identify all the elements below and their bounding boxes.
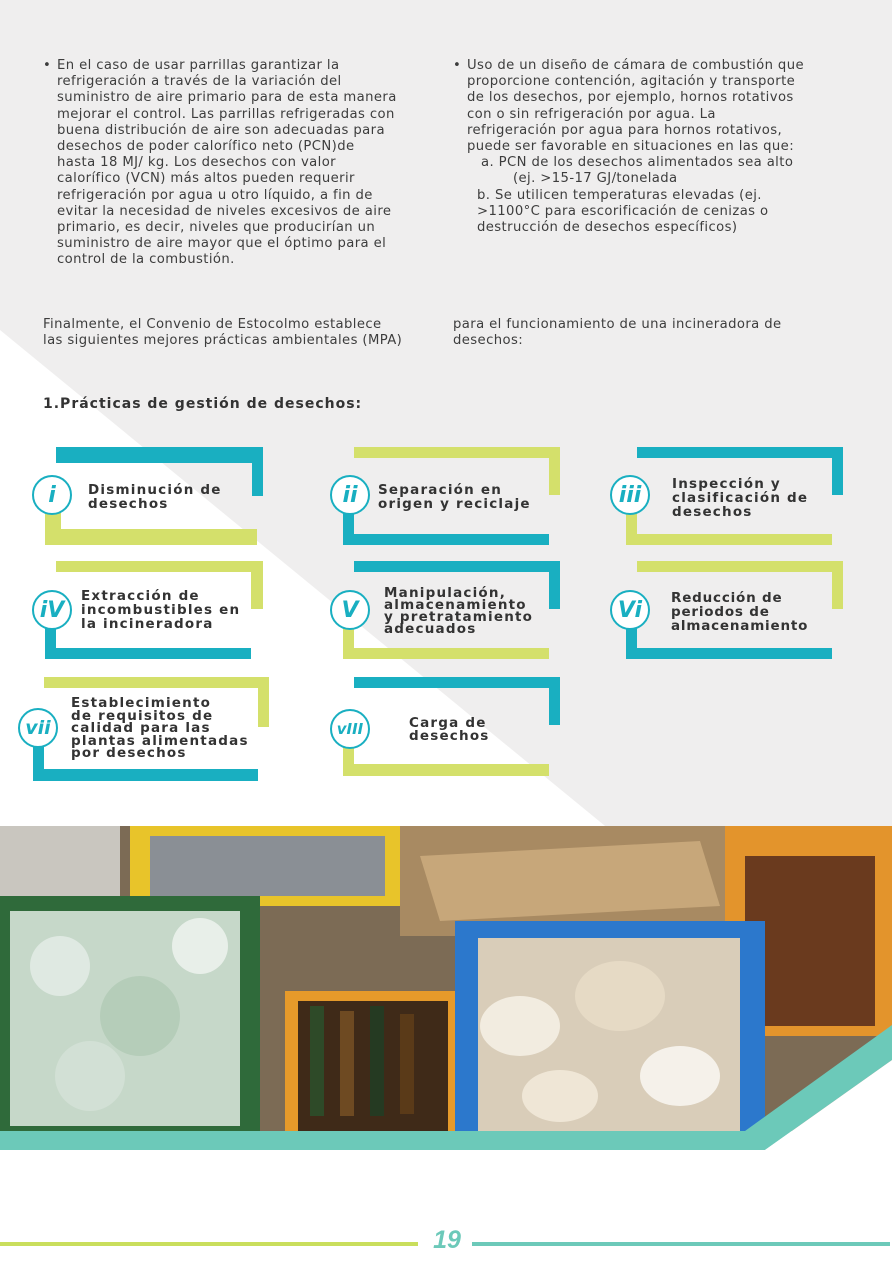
sub-item-a	[453, 155, 843, 187]
card-label-line: Disminución de	[88, 482, 222, 498]
text-line: a. PCN de los desechos alimentados sea alto	[481, 155, 794, 171]
card-label	[88, 483, 222, 511]
roman-numeral-badge: vIII	[330, 709, 370, 749]
card-label-line: Extracción de	[81, 588, 200, 604]
card-label-line: y pretratamiento	[384, 609, 534, 625]
text-line: desechos de poder calorífico neto (PCN)de	[57, 139, 355, 155]
card-label-line: almacenamiento	[384, 597, 527, 613]
card-label-line: de requisitos de	[71, 707, 214, 724]
roman-numeral-badge: V	[330, 590, 370, 630]
footer-line-left	[0, 1242, 418, 1246]
roman-numeral-badge: Vi	[610, 590, 650, 630]
card-label-line: desechos	[672, 504, 753, 520]
text-line: refrigeración a través de la variación del	[57, 74, 342, 90]
bullet: •	[453, 58, 462, 73]
text-line: control de la combustión.	[57, 252, 235, 268]
text-line: las siguientes mejores prácticas ambientales (MPA)	[43, 333, 403, 349]
bullet: •	[43, 58, 52, 73]
card-label-line: Reducción de	[671, 590, 783, 606]
card-label-line: la incineradora	[81, 616, 214, 632]
card-label-line: periodos de	[671, 604, 770, 620]
text-line: Finalmente, el Convenio de Estocolmo establece	[43, 317, 382, 332]
practice-card-iv	[39, 561, 263, 655]
right-text-column	[453, 58, 843, 236]
intro-right	[453, 317, 843, 349]
card-label	[384, 587, 533, 635]
text-line: En el caso de usar parrillas garantizar la	[57, 58, 340, 73]
left-text-column	[43, 58, 435, 269]
card-label-line: clasificación de	[672, 490, 809, 506]
text-line: con o sin refrigeración por agua. La	[467, 106, 716, 122]
card-label-line: Inspección y	[672, 476, 781, 492]
practice-card-vii	[25, 677, 269, 781]
text-line: suministro de aire mayor que el óptimo para el	[57, 236, 387, 252]
intro-left	[43, 317, 435, 349]
practice-card-viii	[336, 677, 560, 776]
text-line: suministro de aire primario para de esta manera	[57, 90, 397, 106]
text-line: calorífico (VCN) más altos pueden requerir	[57, 171, 355, 187]
practice-card-vi	[617, 561, 843, 655]
card-label-line: por desechos	[71, 745, 187, 761]
card-label-line: Manipulación,	[384, 585, 507, 601]
teal-decorative-band	[0, 1000, 892, 1150]
text-line: hasta 18 MJ/ kg. Los desechos con valor	[57, 155, 336, 171]
text-line: refrigeración por agua para hornos rotativos,	[467, 122, 783, 138]
left-bullet-text	[57, 58, 435, 269]
card-label-line: Separación en	[378, 482, 503, 498]
roman-numeral-badge: iii	[610, 475, 650, 515]
practice-card-iii	[618, 447, 843, 541]
practice-card-ii	[343, 447, 560, 541]
roman-numeral-badge: i	[32, 475, 72, 515]
card-label-line: calidad para las	[71, 720, 211, 736]
practice-card-i	[45, 447, 263, 541]
card-label-line: plantas alimentadas	[71, 732, 249, 749]
practice-card-v	[343, 561, 560, 655]
section-heading: 1.Prácticas de gestión de desechos:	[43, 396, 363, 412]
card-label-line: origen y reciclaje	[378, 496, 531, 512]
card-label-line: incombustibles en	[81, 602, 241, 618]
text-line: para el funcionamiento de una incineradora de	[453, 317, 782, 332]
card-label	[409, 717, 490, 743]
card-label-line: almacenamiento	[671, 618, 809, 634]
card-label-line: desechos	[88, 496, 169, 512]
text-line: de los desechos, por ejemplo, hornos rotativos	[467, 90, 794, 106]
text-line: >1100°C para escorificación de cenizas o	[477, 203, 769, 219]
card-label-line: adecuados	[384, 621, 477, 637]
text-line: desechos:	[453, 333, 524, 349]
text-line: b. Se utilicen temperaturas elevadas (ej.	[477, 187, 762, 203]
card-label	[672, 477, 808, 519]
page-number: 19	[433, 1226, 461, 1254]
text-line: proporcione contención, agitación y transporte	[467, 74, 796, 90]
sub-item-b	[453, 188, 843, 237]
text-line: evitar la necesidad de niveles excesivos de aire	[57, 203, 392, 219]
card-label-line: desechos	[409, 728, 490, 744]
card-label	[81, 589, 240, 631]
card-label	[671, 591, 808, 633]
text-line: mejorar el control. Las parrillas refrigeradas con	[57, 106, 395, 122]
text-line: refrigeración por agua u otro líquido, a fin de	[57, 187, 373, 203]
card-label	[71, 697, 249, 760]
text-line: destrucción de desechos específicos)	[477, 220, 738, 236]
card-label-line: Establecimiento	[71, 695, 212, 711]
text-line: buena distribución de aire son adecuadas para	[57, 122, 385, 138]
text-line: Uso de un diseño de cámara de combustión que	[467, 58, 804, 73]
roman-numeral-badge: vii	[18, 708, 58, 748]
footer-line-right	[472, 1242, 890, 1246]
text-line: (ej. >15-17 GJ/tonelada	[513, 171, 678, 187]
card-label-line: Carga de	[409, 715, 487, 731]
roman-numeral-badge: ii	[330, 475, 370, 515]
text-line: primario, es decir, niveles que producirían un	[57, 220, 376, 236]
text-line: puede ser favorable en situaciones en las que:	[467, 139, 795, 155]
roman-numeral-badge: iV	[32, 590, 72, 630]
card-label	[378, 483, 531, 511]
right-bullet-text	[467, 58, 843, 155]
